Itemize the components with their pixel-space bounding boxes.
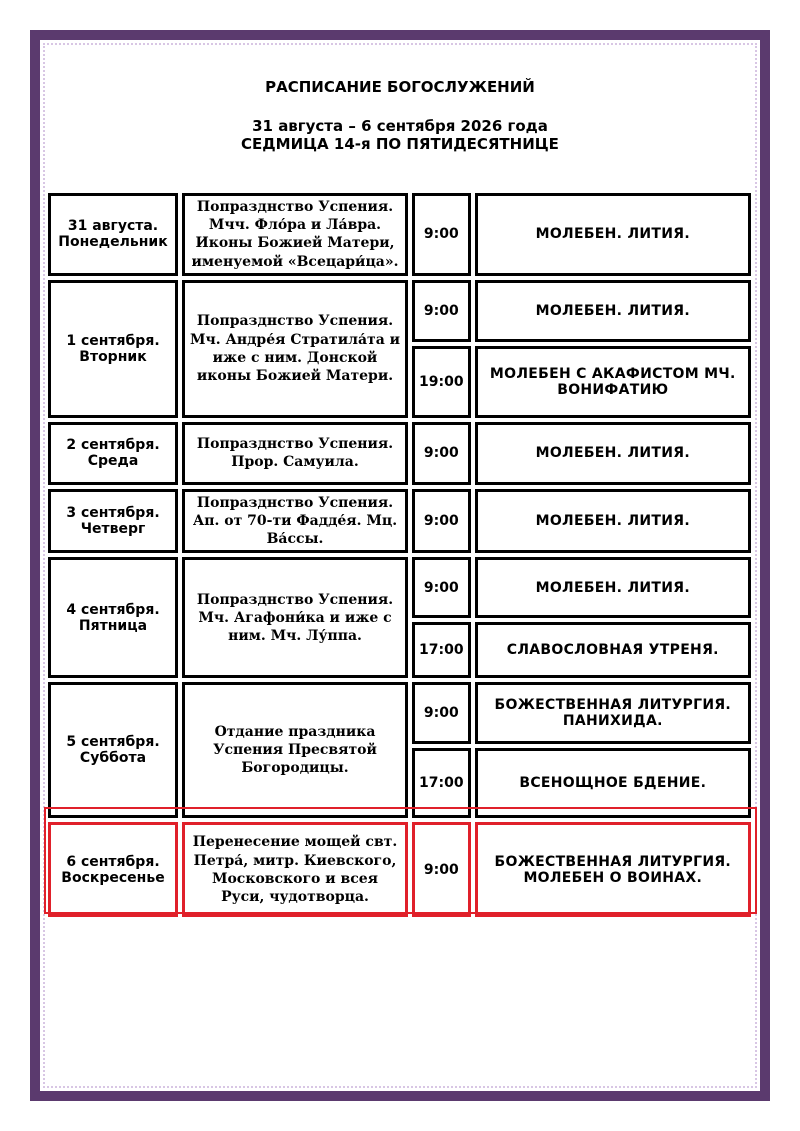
- time-cell: 9:00: [412, 422, 471, 485]
- date-text: 2 сентября.: [66, 437, 160, 454]
- date-text: 1 сентября.: [66, 332, 160, 349]
- date-cell: [48, 682, 178, 818]
- service-cell: СЛАВОСЛОВНАЯ УТРЕНЯ.: [475, 622, 751, 678]
- feast-cell: Попразднство Успения. Мч. Андре́я Стратила́та и иже с ним. Донской иконы Божией Матери.: [182, 280, 408, 418]
- table-row: [48, 682, 751, 744]
- weekday-text: Суббота: [79, 750, 147, 767]
- table-row-sunday: [48, 822, 751, 917]
- feast-cell: Попразднство Успения. Ап. от 70-ти Фадде́я. Мц. Ва́ссы.: [182, 489, 408, 554]
- table-row: [48, 489, 751, 554]
- service-cell: МОЛЕБЕН. ЛИТИЯ.: [475, 489, 751, 554]
- page-title: РАСПИСАНИЕ БОГОСЛУЖЕНИЙ: [265, 78, 535, 96]
- weekday-text: Вторник: [79, 348, 147, 365]
- date-range: 31 августа – 6 сентября 2026 года: [252, 117, 548, 135]
- time-cell: 9:00: [412, 193, 471, 276]
- table-row: [48, 193, 751, 276]
- service-cell: МОЛЕБЕН. ЛИТИЯ.: [475, 557, 751, 618]
- weekday-text: Среда: [87, 453, 139, 470]
- service-cell: БОЖЕСТВЕННАЯ ЛИТУРГИЯ. ПАНИХИДА.: [475, 682, 751, 744]
- date-cell: [48, 193, 178, 276]
- time-cell: 9:00: [412, 822, 471, 917]
- weekday-text: Пятница: [78, 617, 148, 634]
- table-row: [48, 422, 751, 485]
- schedule-table: [44, 189, 755, 921]
- time-cell: 9:00: [412, 280, 471, 342]
- date-text: 6 сентября.: [66, 853, 160, 870]
- service-cell: МОЛЕБЕН. ЛИТИЯ.: [475, 280, 751, 342]
- service-cell: МОЛЕБЕН С АКАФИСТОМ МЧ. ВОНИФАТИЮ: [475, 346, 751, 418]
- date-text: 5 сентября.: [66, 734, 160, 751]
- feast-cell: Попразднство Успения. Прор. Самуила.: [182, 422, 408, 485]
- date-text: 31 августа.: [67, 218, 159, 235]
- service-cell: БОЖЕСТВЕННАЯ ЛИТУРГИЯ. МОЛЕБЕН О ВОИНАХ.: [475, 822, 751, 917]
- time-cell: 19:00: [412, 346, 471, 418]
- table-row: [48, 557, 751, 618]
- time-cell: 17:00: [412, 748, 471, 818]
- week-label: СЕДМИЦА 14-я ПО ПЯТИДЕСЯТНИЦЕ: [241, 135, 559, 153]
- feast-cell: Перенесение мощей свт. Петра́, митр. Киевского, Московского и всея Руси, чудотворца.: [182, 822, 408, 917]
- feast-cell: Попразднство Успения. Мч. Агафони́ка и иже с ним. Мч. Лу́ппа.: [182, 557, 408, 678]
- date-cell: [48, 422, 178, 485]
- feast-cell: Попразднство Успения. Мчч. Фло́ра и Ла́вра. Иконы Божией Матери, именуемой «Всецари́ца».: [182, 193, 408, 276]
- table-row: [48, 280, 751, 342]
- weekday-text: Четверг: [80, 521, 146, 538]
- service-cell: МОЛЕБЕН. ЛИТИЯ.: [475, 422, 751, 485]
- date-text: 3 сентября.: [66, 505, 160, 522]
- date-cell: [48, 822, 178, 917]
- date-cell: [48, 557, 178, 678]
- feast-cell: Отдание праздника Успения Пресвятой Богородицы.: [182, 682, 408, 818]
- time-cell: 9:00: [412, 489, 471, 554]
- time-cell: 9:00: [412, 682, 471, 744]
- date-text: 4 сентября.: [66, 601, 160, 618]
- service-cell: ВСЕНОЩНОЕ БДЕНИЕ.: [475, 748, 751, 818]
- weekday-text: Воскресенье: [61, 869, 165, 886]
- service-cell: МОЛЕБЕН. ЛИТИЯ.: [475, 193, 751, 276]
- time-cell: 9:00: [412, 557, 471, 618]
- date-cell: [48, 489, 178, 554]
- date-cell: [48, 280, 178, 418]
- time-cell: 17:00: [412, 622, 471, 678]
- weekday-text: Понедельник: [58, 234, 168, 251]
